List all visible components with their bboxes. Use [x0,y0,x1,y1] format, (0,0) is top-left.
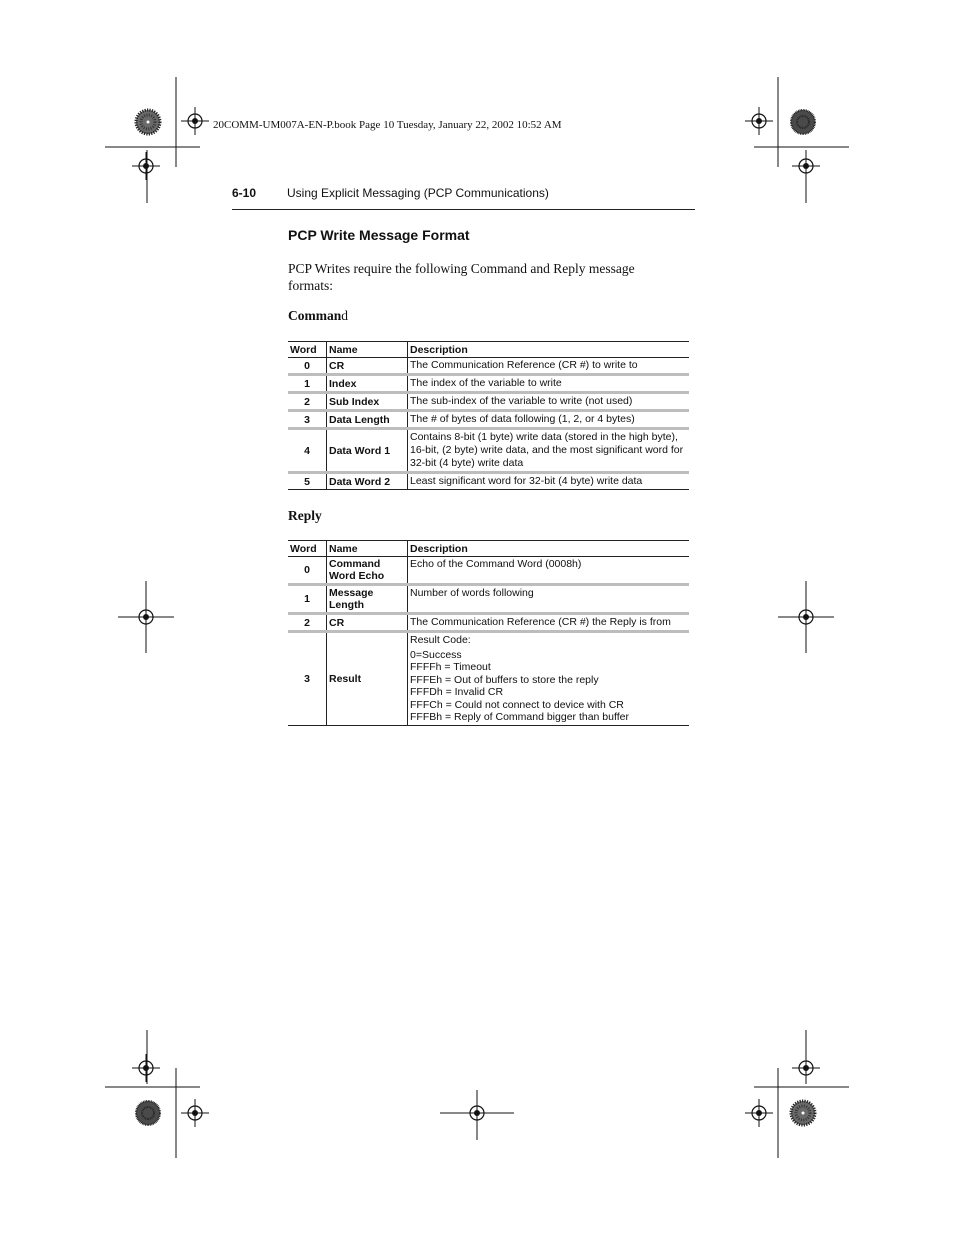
intro-paragraph: PCP Writes require the following Command and Reply message formats: [288,261,635,293]
color-bar-icon [791,1101,815,1125]
description-line: FFFFh = Timeout [410,661,491,673]
name-line: Command [329,558,381,570]
command-table [288,341,689,490]
column-header-name: Name [327,541,408,557]
word-cell: 5 [304,475,310,488]
table-row [288,429,689,473]
registration-mark-icon [792,152,820,180]
column-header-word: Word [288,342,327,358]
command-heading-rest: d [341,308,348,323]
table-row [288,585,689,614]
name-cell [327,557,408,585]
description-line: Echo of the Command Word (0008h) [410,558,582,570]
description-cell: The Communication Reference (CR #) to write to [408,358,690,375]
print-slug: 20COMM-UM007A-EN-P.book Page 10 Tuesday, January 22, 2002 10:52 AM [213,119,562,131]
word-cell: 1 [304,593,310,605]
name-line: Result [329,672,362,685]
color-bar-icon [136,110,160,134]
table-row [288,557,689,585]
name-cell: Data Word 2 [327,473,408,490]
description-cell: The # of bytes of data following (1, 2, or 4 bytes) [408,411,690,429]
command-heading [288,308,348,324]
name-cell: Data Length [327,411,408,429]
name-line: Word Echo [329,570,385,582]
description-cell [408,585,690,614]
name-line: CR [329,616,345,629]
registration-mark-icon [132,152,160,180]
table-row [288,393,689,411]
description-cell [408,557,690,585]
word-cell: 4 [304,444,310,457]
name-cell [327,632,408,726]
table-row [288,614,689,632]
command-heading-bold: Comman [288,308,342,323]
description-line: FFFBh = Reply of Command bigger than buffer [410,711,629,723]
registration-mark-icon [745,1099,773,1127]
chapter-title: Using Explicit Messaging (PCP Communications) [287,186,549,200]
running-head [232,185,695,210]
description-line: FFFDh = Invalid CR [410,686,504,698]
page-number: 6-10 [232,186,257,200]
description-cell: The sub-index of the variable to write (not used) [408,393,690,411]
word-cell: 2 [304,395,310,408]
description-line: FFFEh = Out of buffers to store the reply [410,673,599,686]
description-cell: The index of the variable to write [408,375,690,393]
word-cell: 3 [304,672,310,685]
description-line: 0=Success [410,648,462,661]
description-cell [408,614,690,632]
reply-table [288,540,689,726]
reply-heading: Reply [288,508,322,523]
table-row [288,358,689,375]
name-cell: Data Word 1 [327,429,408,473]
word-cell: 0 [304,359,310,372]
column-header-name: Name [327,342,408,358]
table-row [288,411,689,429]
name-line: Length [329,599,364,611]
description-cell [408,632,690,726]
column-header-description: Description [408,342,690,358]
table-header-row [288,541,689,557]
description-line: Number of words following [410,587,534,599]
name-cell [327,585,408,614]
word-cell: 0 [304,564,310,576]
table-row [288,632,689,726]
name-cell: Index [327,375,408,393]
registration-mark-icon [181,107,209,135]
name-cell: CR [327,358,408,375]
name-cell: Sub Index [327,393,408,411]
description-cell: Contains 8-bit (1 byte) write data (stored in the high byte), 16-bit, (2 byte) write data, and the most significant word for 32-bit (4 byte) write data [408,429,690,473]
description-line: FFFCh = Could not connect to device with CR [410,698,624,711]
word-cell: 1 [304,377,310,390]
registration-mark-icon [181,1099,209,1127]
description-cell: Least significant word for 32-bit (4 byte) write data [408,473,690,490]
name-cell [327,614,408,632]
section-title: PCP Write Message Format [288,227,470,243]
column-header-description: Description [408,541,690,557]
word-cell: 2 [304,616,310,629]
description-line: Result Code: [410,634,471,646]
registration-mark-icon [745,107,773,135]
column-header-word: Word [288,541,327,557]
color-bar-icon [791,110,815,134]
registration-mark-icon [132,1054,160,1082]
color-bar-icon [136,1101,160,1125]
word-cell: 3 [304,413,310,426]
name-line: Message [329,587,374,599]
description-line: The Communication Reference (CR #) the Reply is from [410,616,671,628]
table-header-row [288,342,689,358]
table-row [288,375,689,393]
table-row [288,473,689,490]
registration-mark-icon [792,1054,820,1082]
